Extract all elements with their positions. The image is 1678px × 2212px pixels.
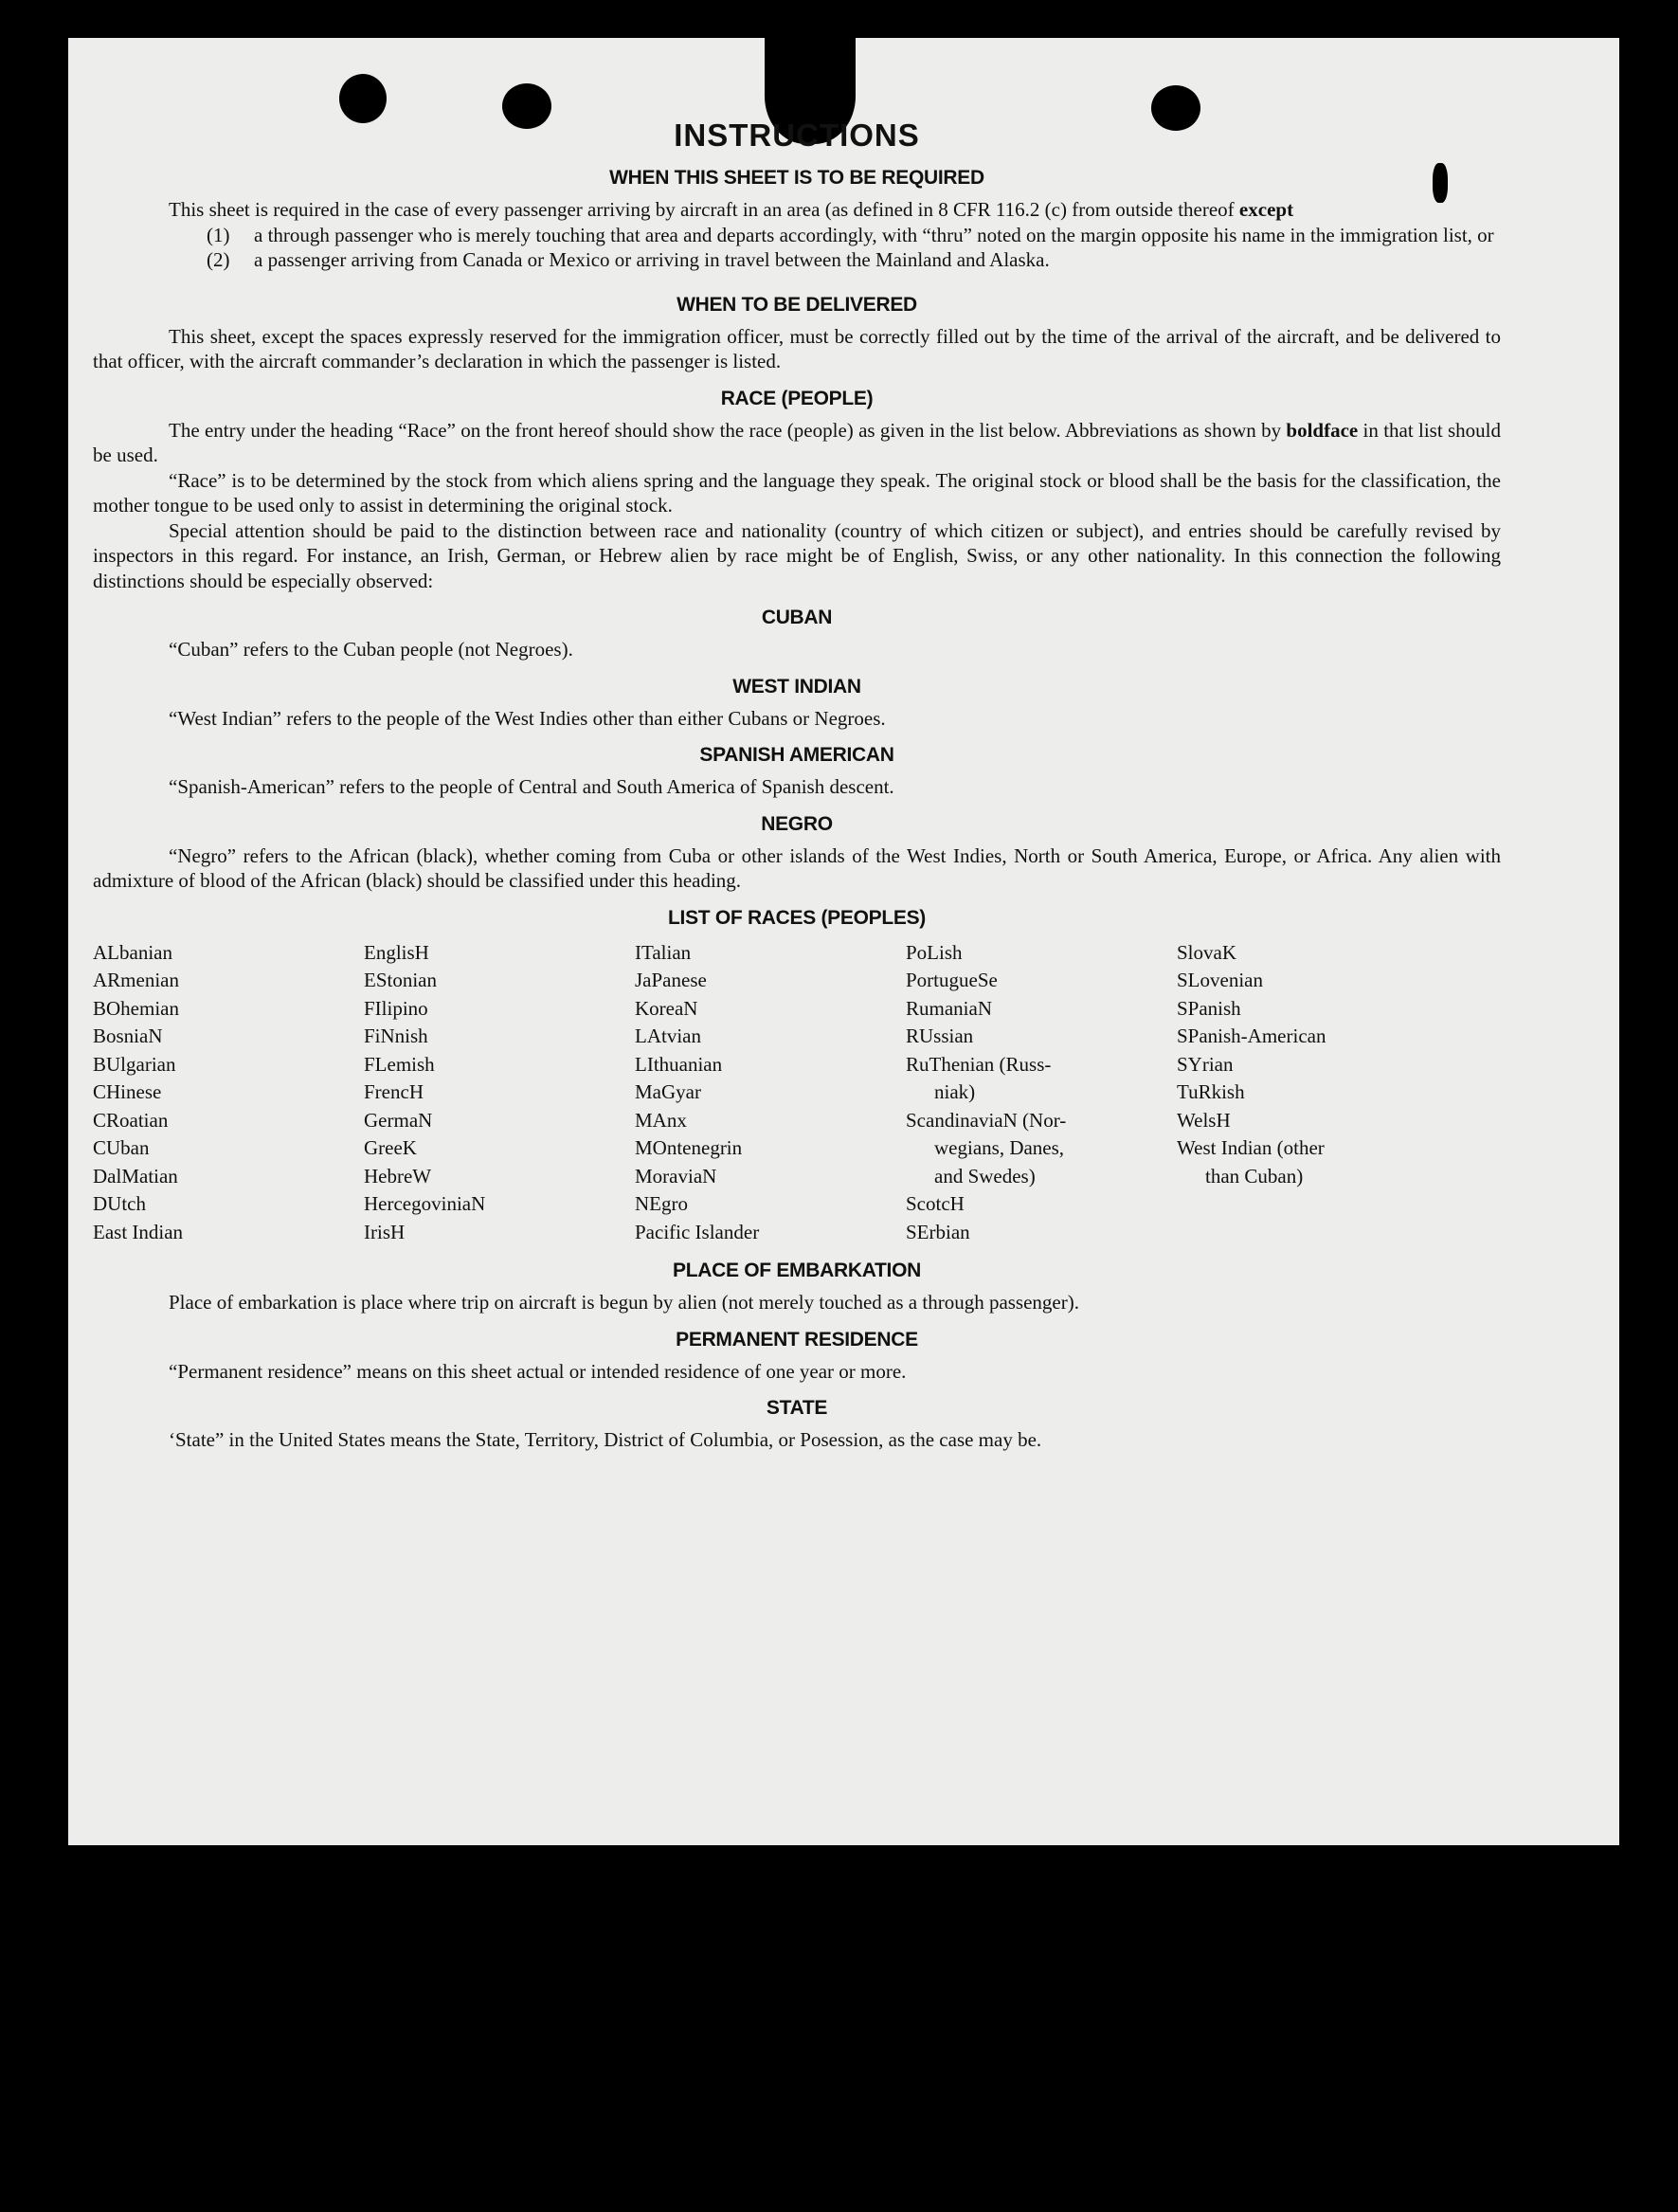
page-title: INSTRUCTIONS bbox=[674, 118, 920, 153]
race-entry: ScotcH bbox=[906, 1192, 965, 1215]
heading-permanent-residence: PERMANENT RESIDENCE bbox=[676, 1328, 918, 1351]
race-entry: Pacific Islander bbox=[635, 1220, 760, 1243]
race-entry: EnglisH bbox=[364, 940, 429, 964]
cuban-text: “Cuban” refers to the Cuban people (not Negroes). bbox=[169, 638, 573, 661]
races-column bbox=[906, 939, 1177, 1247]
race-entry: CRoatian bbox=[93, 1108, 169, 1132]
race-entry: SPanish bbox=[1177, 996, 1241, 1020]
race-entry: ALbanian bbox=[93, 940, 172, 964]
race-entry: DalMatian bbox=[93, 1164, 178, 1188]
race-entry: KoreaN bbox=[635, 996, 698, 1020]
race-paragraph-2: “Race” is to be determined by the stock from which aliens spring and the language they speak. The original stock or blood shall be the basis for the classification, the mother tongue to be used only to assist in determining the original stock. bbox=[93, 468, 1501, 517]
race-entry: ScandinaviaN (Nor- bbox=[906, 1108, 1067, 1132]
delivered-text: This sheet, except the spaces expressly reserved for the immigration officer, must be correctly filled out by the time of the arrival of the aircraft, and be delivered to that officer, with the aircraft commander’s declaration in which the passenger is listed. bbox=[93, 324, 1501, 372]
race-entry: MaGyar bbox=[635, 1080, 701, 1103]
race-entry: MoraviaN bbox=[635, 1164, 717, 1188]
race-entry: ARmenian bbox=[93, 969, 179, 991]
spanish-american-text: “Spanish-American” refers to the people of Central and South America of Spanish descent. bbox=[169, 775, 894, 798]
race-entry: HercegoviniaN bbox=[364, 1192, 486, 1215]
heading-negro: NEGRO bbox=[761, 812, 833, 835]
race-entry: NEgro bbox=[635, 1192, 688, 1215]
race-paragraph-3: Special attention should be paid to the distinction between race and nationality (country of which citizen or subject), and entries should be carefully revised by inspectors in this regard. For instance, an Irish, German, or Hebrew alien by race might be of English, Swiss, or any other nationality. In this connection the following distinctions should be especially observed: bbox=[93, 518, 1501, 592]
races-table bbox=[93, 939, 1501, 1247]
heading-state: STATE bbox=[766, 1397, 828, 1419]
race-entry: CUban bbox=[93, 1136, 150, 1159]
race-entry: BUlgarian bbox=[93, 1052, 176, 1076]
races-column bbox=[635, 939, 906, 1247]
heading-cuban: CUBAN bbox=[761, 607, 833, 628]
races-column bbox=[364, 939, 635, 1247]
list-item: (1) a through passenger who is merely touching that area and departs accordingly, with “thru” noted on the margin opposite his name in the immigration list, or bbox=[207, 223, 1494, 246]
race-entry: CHinese bbox=[93, 1080, 162, 1103]
race-entry: SLovenian bbox=[1177, 969, 1263, 991]
race-entry: RumaniaN bbox=[906, 996, 992, 1020]
race-entry: HebreW bbox=[364, 1164, 432, 1188]
race-entry: West Indian (other bbox=[1177, 1136, 1325, 1159]
race-entry: MAnx bbox=[635, 1108, 687, 1132]
race-entry: BOhemian bbox=[93, 996, 179, 1020]
race-entry: EStonian bbox=[364, 969, 437, 991]
race-entry: JaPanese bbox=[635, 969, 707, 991]
race-entry: DUtch bbox=[93, 1192, 146, 1215]
race-entry: and Swedes) bbox=[934, 1164, 1036, 1188]
race-entry: SPanish-American bbox=[1177, 1024, 1326, 1047]
race-entry: SErbian bbox=[906, 1220, 970, 1243]
race-entry: LIthuanian bbox=[635, 1052, 723, 1076]
heading-required: WHEN THIS SHEET IS TO BE REQUIRED bbox=[609, 167, 984, 189]
race-entry: niak) bbox=[934, 1080, 976, 1103]
race-entry: BosniaN bbox=[93, 1024, 163, 1047]
race-entry: wegians, Danes, bbox=[934, 1136, 1065, 1159]
race-entry: SYrian bbox=[1177, 1052, 1234, 1076]
races-column bbox=[93, 939, 364, 1247]
race-entry: East Indian bbox=[93, 1220, 184, 1243]
heading-west-indian: WEST INDIAN bbox=[732, 675, 861, 698]
heading-embarkation: PLACE OF EMBARKATION bbox=[673, 1260, 921, 1281]
race-entry: FiNnish bbox=[364, 1024, 428, 1047]
heading-race: RACE (PEOPLE) bbox=[720, 387, 874, 409]
embarkation-text: Place of embarkation is place where trip on aircraft is begun by alien (not merely touched as a through passenger). bbox=[169, 1291, 1079, 1314]
list-item: (2) a passenger arriving from Canada or Mexico or arriving in travel between the Mainland and Alaska. bbox=[207, 248, 1050, 271]
heading-delivered: WHEN TO BE DELIVERED bbox=[677, 293, 917, 316]
race-entry: PortugueSe bbox=[906, 969, 998, 991]
race-entry: GermaN bbox=[364, 1108, 433, 1132]
race-entry: RuThenian (Russ- bbox=[906, 1052, 1052, 1076]
race-entry: ITalian bbox=[635, 940, 692, 964]
west-indian-text: “West Indian” refers to the people of the West Indies other than either Cubans or Negroes. bbox=[169, 706, 886, 730]
race-entry: IrisH bbox=[364, 1220, 406, 1243]
race-entry: RUssian bbox=[906, 1024, 974, 1047]
race-entry: SlovaK bbox=[1177, 940, 1236, 964]
exceptions-list bbox=[207, 223, 1501, 273]
race-entry: FIlipino bbox=[364, 996, 428, 1020]
state-text: ‘State” in the United States means the State, Territory, District of Columbia, or Posession, as the case may be. bbox=[169, 1428, 1042, 1451]
required-intro: This sheet is required in the case of every passenger arriving by aircraft in an area (as defined in 8 CFR 116.2 (c) from outside thereof except bbox=[169, 198, 1294, 221]
race-entry: than Cuban) bbox=[1205, 1164, 1304, 1188]
race-entry: FLemish bbox=[364, 1052, 435, 1076]
negro-text: “Negro” refers to the African (black), whether coming from Cuba or other islands of the West Indies, North or South America, Europe, or Africa. Any alien with admixture of blood of the African (black) should be classified under this heading. bbox=[93, 843, 1501, 892]
race-entry: WelsH bbox=[1177, 1108, 1231, 1132]
race-entry: FrencH bbox=[364, 1080, 424, 1103]
race-paragraph-1: The entry under the heading “Race” on the front hereof should show the race (people) as given in the list below. Abbreviations as shown by boldface in that list should be used. bbox=[93, 418, 1501, 466]
instructions-content bbox=[93, 118, 1501, 1453]
heading-spanish-american: SPANISH AMERICAN bbox=[699, 744, 894, 766]
punch-hole-left bbox=[339, 74, 387, 123]
race-entry: LAtvian bbox=[635, 1024, 701, 1047]
race-entry: GreeK bbox=[364, 1136, 417, 1159]
heading-list-of-races: LIST OF RACES (PEOPLES) bbox=[668, 906, 926, 929]
race-entry: PoLish bbox=[906, 940, 963, 964]
race-entry: TuRkish bbox=[1177, 1080, 1245, 1103]
race-entry: MOntenegrin bbox=[635, 1136, 743, 1159]
races-column bbox=[1177, 939, 1448, 1247]
residence-text: “Permanent residence” means on this sheet actual or intended residence of one year or more. bbox=[169, 1359, 907, 1383]
